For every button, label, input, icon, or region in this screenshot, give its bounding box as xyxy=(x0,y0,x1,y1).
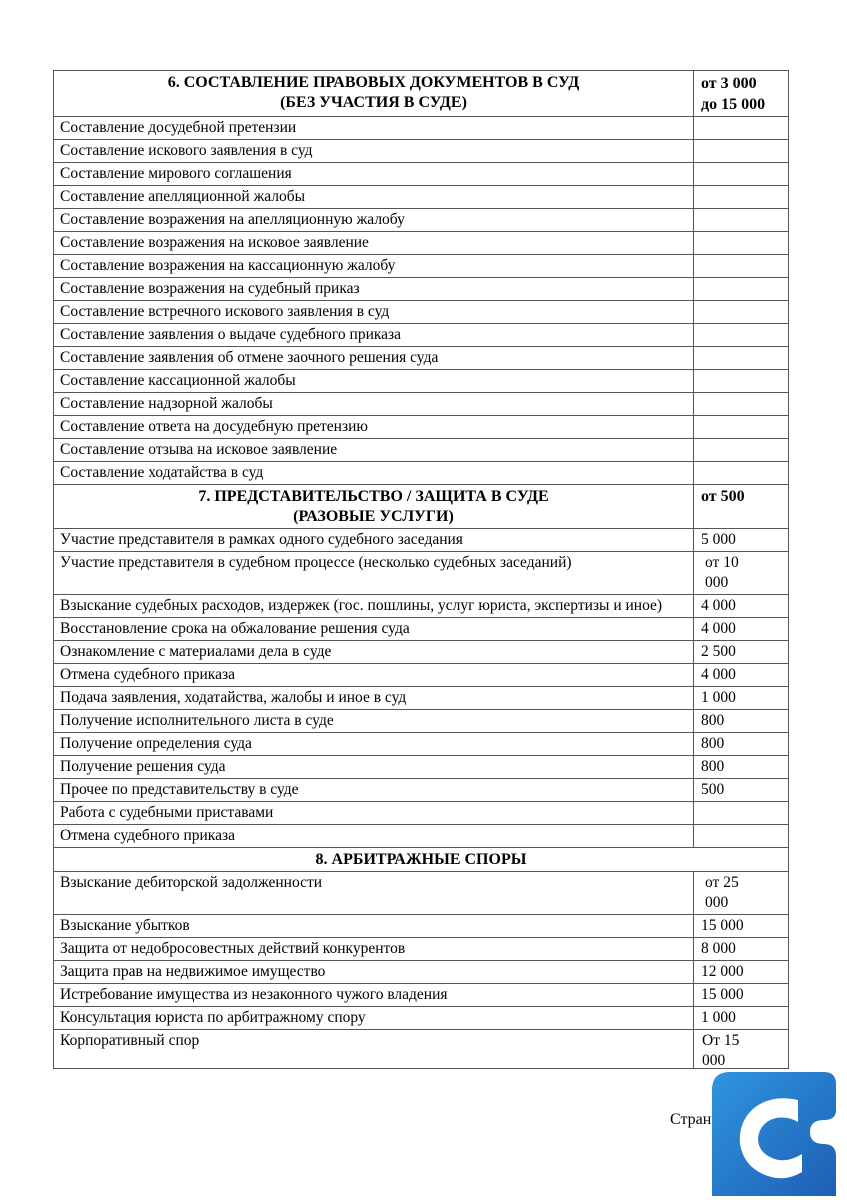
table-row xyxy=(54,961,789,984)
service-name: Восстановление срока на обжалование решения суда xyxy=(54,618,694,641)
service-price xyxy=(694,301,789,324)
service-name: Защита от недобросовестных действий конкурентов xyxy=(54,938,694,961)
table-row xyxy=(54,641,789,664)
service-price xyxy=(694,462,789,485)
table-row xyxy=(54,232,789,255)
table-row xyxy=(54,278,789,301)
service-price xyxy=(694,1030,789,1069)
service-name: Составление встречного искового заявления в суд xyxy=(54,301,694,324)
table-row xyxy=(54,370,789,393)
table-row xyxy=(54,872,789,915)
table-row xyxy=(54,140,789,163)
service-name: Отмена судебного приказа xyxy=(54,825,694,848)
service-price xyxy=(694,370,789,393)
table-row xyxy=(54,324,789,347)
section-price xyxy=(694,485,789,529)
service-name: Составление заявления об отмене заочного решения суда xyxy=(54,347,694,370)
service-name: Работа с судебными приставами xyxy=(54,802,694,825)
service-price xyxy=(694,687,789,710)
service-price xyxy=(694,552,789,595)
service-name: Составление апелляционной жалобы xyxy=(54,186,694,209)
service-price xyxy=(694,825,789,848)
table-row xyxy=(54,163,789,186)
table-row xyxy=(54,209,789,232)
service-price xyxy=(694,393,789,416)
section-title-line2: (БЕЗ УЧАСТИЯ В СУДЕ) xyxy=(280,94,467,111)
service-price-text: 1 000 xyxy=(701,1009,736,1026)
table-row xyxy=(54,984,789,1007)
service-price xyxy=(694,140,789,163)
table-row xyxy=(54,802,789,825)
price-table xyxy=(53,70,789,1069)
service-price xyxy=(694,938,789,961)
table-row xyxy=(54,1007,789,1030)
table-row xyxy=(54,664,789,687)
table-row xyxy=(54,938,789,961)
table-row xyxy=(54,439,789,462)
service-price xyxy=(694,186,789,209)
section-8-header xyxy=(54,848,789,872)
service-price xyxy=(694,117,789,140)
table-row xyxy=(54,687,789,710)
section-title xyxy=(54,848,789,872)
service-price-text: от 25 000 xyxy=(705,874,739,911)
section-price xyxy=(694,71,789,117)
service-price-text: От 15 000 xyxy=(702,1032,740,1065)
service-name: Составление заявления о выдаче судебного приказа xyxy=(54,324,694,347)
service-name: Взыскание убытков xyxy=(54,915,694,938)
section-title-line2: (РАЗОВЫЕ УСЛУГИ) xyxy=(293,508,454,525)
service-name: Составление искового заявления в суд xyxy=(54,140,694,163)
table-row xyxy=(54,255,789,278)
service-name: Ознакомление с материалами дела в суде xyxy=(54,641,694,664)
table-row xyxy=(54,710,789,733)
table-row xyxy=(54,733,789,756)
service-price xyxy=(694,209,789,232)
service-name: Получение определения суда xyxy=(54,733,694,756)
service-name: Прочее по представительству в суде xyxy=(54,779,694,802)
service-price-text: 4 000 xyxy=(701,666,736,683)
service-price xyxy=(694,618,789,641)
service-price-text: 15 000 xyxy=(701,917,744,934)
service-name: Взыскание дебиторской задолженности xyxy=(54,872,694,915)
table-row xyxy=(54,393,789,416)
service-price xyxy=(694,915,789,938)
table-row xyxy=(54,186,789,209)
service-price-text: 800 xyxy=(701,758,725,775)
service-price xyxy=(694,324,789,347)
service-name: Консультация юриста по арбитражному спору xyxy=(54,1007,694,1030)
service-price xyxy=(694,802,789,825)
table-row xyxy=(54,416,789,439)
service-name: Корпоративный спор xyxy=(54,1030,694,1069)
service-price-text: 15 000 xyxy=(701,986,744,1003)
service-price xyxy=(694,961,789,984)
service-price-text: 2 500 xyxy=(701,643,736,660)
table-row xyxy=(54,779,789,802)
table-row xyxy=(54,1030,789,1069)
service-name: Составление отзыва на исковое заявление xyxy=(54,439,694,462)
service-name: Составление кассационной жалобы xyxy=(54,370,694,393)
service-price-text: 800 xyxy=(701,735,725,752)
service-price xyxy=(694,641,789,664)
service-price xyxy=(694,733,789,756)
section-title-line1: 7. ПРЕДСТАВИТЕЛЬСТВО / ЗАЩИТА В СУДЕ xyxy=(198,488,549,505)
service-price-text: 4 000 xyxy=(701,597,736,614)
table-row xyxy=(54,347,789,370)
service-price-text: 800 xyxy=(701,712,725,729)
section-title-line1: 8. АРБИТРАЖНЫЕ СПОРЫ xyxy=(315,851,527,868)
service-price xyxy=(694,664,789,687)
service-price xyxy=(694,1007,789,1030)
service-price xyxy=(694,416,789,439)
table-row xyxy=(54,117,789,140)
service-name: Составление возражения на исковое заявление xyxy=(54,232,694,255)
service-name: Истребование имущества из незаконного чужого владения xyxy=(54,984,694,1007)
service-price-text: от 10 000 xyxy=(705,554,739,591)
service-price xyxy=(694,347,789,370)
section-price-text: от 500 xyxy=(701,488,745,505)
service-price xyxy=(694,756,789,779)
service-name: Участие представителя в рамках одного судебного заседания xyxy=(54,529,694,552)
service-price xyxy=(694,163,789,186)
service-name: Взыскание судебных расходов, издержек (гос. пошлины, услуг юриста, экспертизы и иное) xyxy=(54,595,694,618)
service-price xyxy=(694,872,789,915)
service-price-text: 8 000 xyxy=(701,940,736,957)
service-name: Составление возражения на кассационную жалобу xyxy=(54,255,694,278)
table-row xyxy=(54,595,789,618)
section-title xyxy=(54,71,694,117)
service-price-text: 1 000 xyxy=(701,689,736,706)
service-name: Составление возражения на судебный приказ xyxy=(54,278,694,301)
table-row xyxy=(54,529,789,552)
service-name: Подача заявления, ходатайства, жалобы и иное в суд xyxy=(54,687,694,710)
service-price-text: 5 000 xyxy=(701,531,736,548)
service-price xyxy=(694,984,789,1007)
page-number-label: Стран xyxy=(670,1111,712,1128)
service-name: Получение исполнительного листа в суде xyxy=(54,710,694,733)
section-7-header xyxy=(54,485,789,529)
service-name: Отмена судебного приказа xyxy=(54,664,694,687)
service-price-text: 12 000 xyxy=(701,963,744,980)
section-6-header xyxy=(54,71,789,117)
table-row xyxy=(54,301,789,324)
table-row xyxy=(54,825,789,848)
service-price-text: 4 000 xyxy=(701,620,736,637)
table-row xyxy=(54,756,789,779)
service-name: Составление ходатайства в суд xyxy=(54,462,694,485)
service-price xyxy=(694,595,789,618)
service-price xyxy=(694,529,789,552)
section-price-text: от 3 000 до 15 000 xyxy=(701,75,766,113)
service-price xyxy=(694,278,789,301)
service-price xyxy=(694,710,789,733)
service-name: Составление ответа на досудебную претензию xyxy=(54,416,694,439)
service-name: Защита прав на недвижимое имущество xyxy=(54,961,694,984)
table-row xyxy=(54,915,789,938)
service-name: Составление досудебной претензии xyxy=(54,117,694,140)
table-row xyxy=(54,618,789,641)
section-title xyxy=(54,485,694,529)
service-price xyxy=(694,255,789,278)
service-price-text: 500 xyxy=(701,781,725,798)
service-name: Получение решения суда xyxy=(54,756,694,779)
company-logo-icon xyxy=(712,1072,836,1196)
service-price xyxy=(694,232,789,255)
service-name: Составление надзорной жалобы xyxy=(54,393,694,416)
service-price xyxy=(694,439,789,462)
table-row xyxy=(54,552,789,595)
section-title-line1: 6. СОСТАВЛЕНИЕ ПРАВОВЫХ ДОКУМЕНТОВ В СУД xyxy=(167,74,580,91)
service-name: Участие представителя в судебном процессе (несколько судебных заседаний) xyxy=(54,552,694,595)
table-row xyxy=(54,462,789,485)
service-name: Составление возражения на апелляционную жалобу xyxy=(54,209,694,232)
service-name: Составление мирового соглашения xyxy=(54,163,694,186)
service-price xyxy=(694,779,789,802)
